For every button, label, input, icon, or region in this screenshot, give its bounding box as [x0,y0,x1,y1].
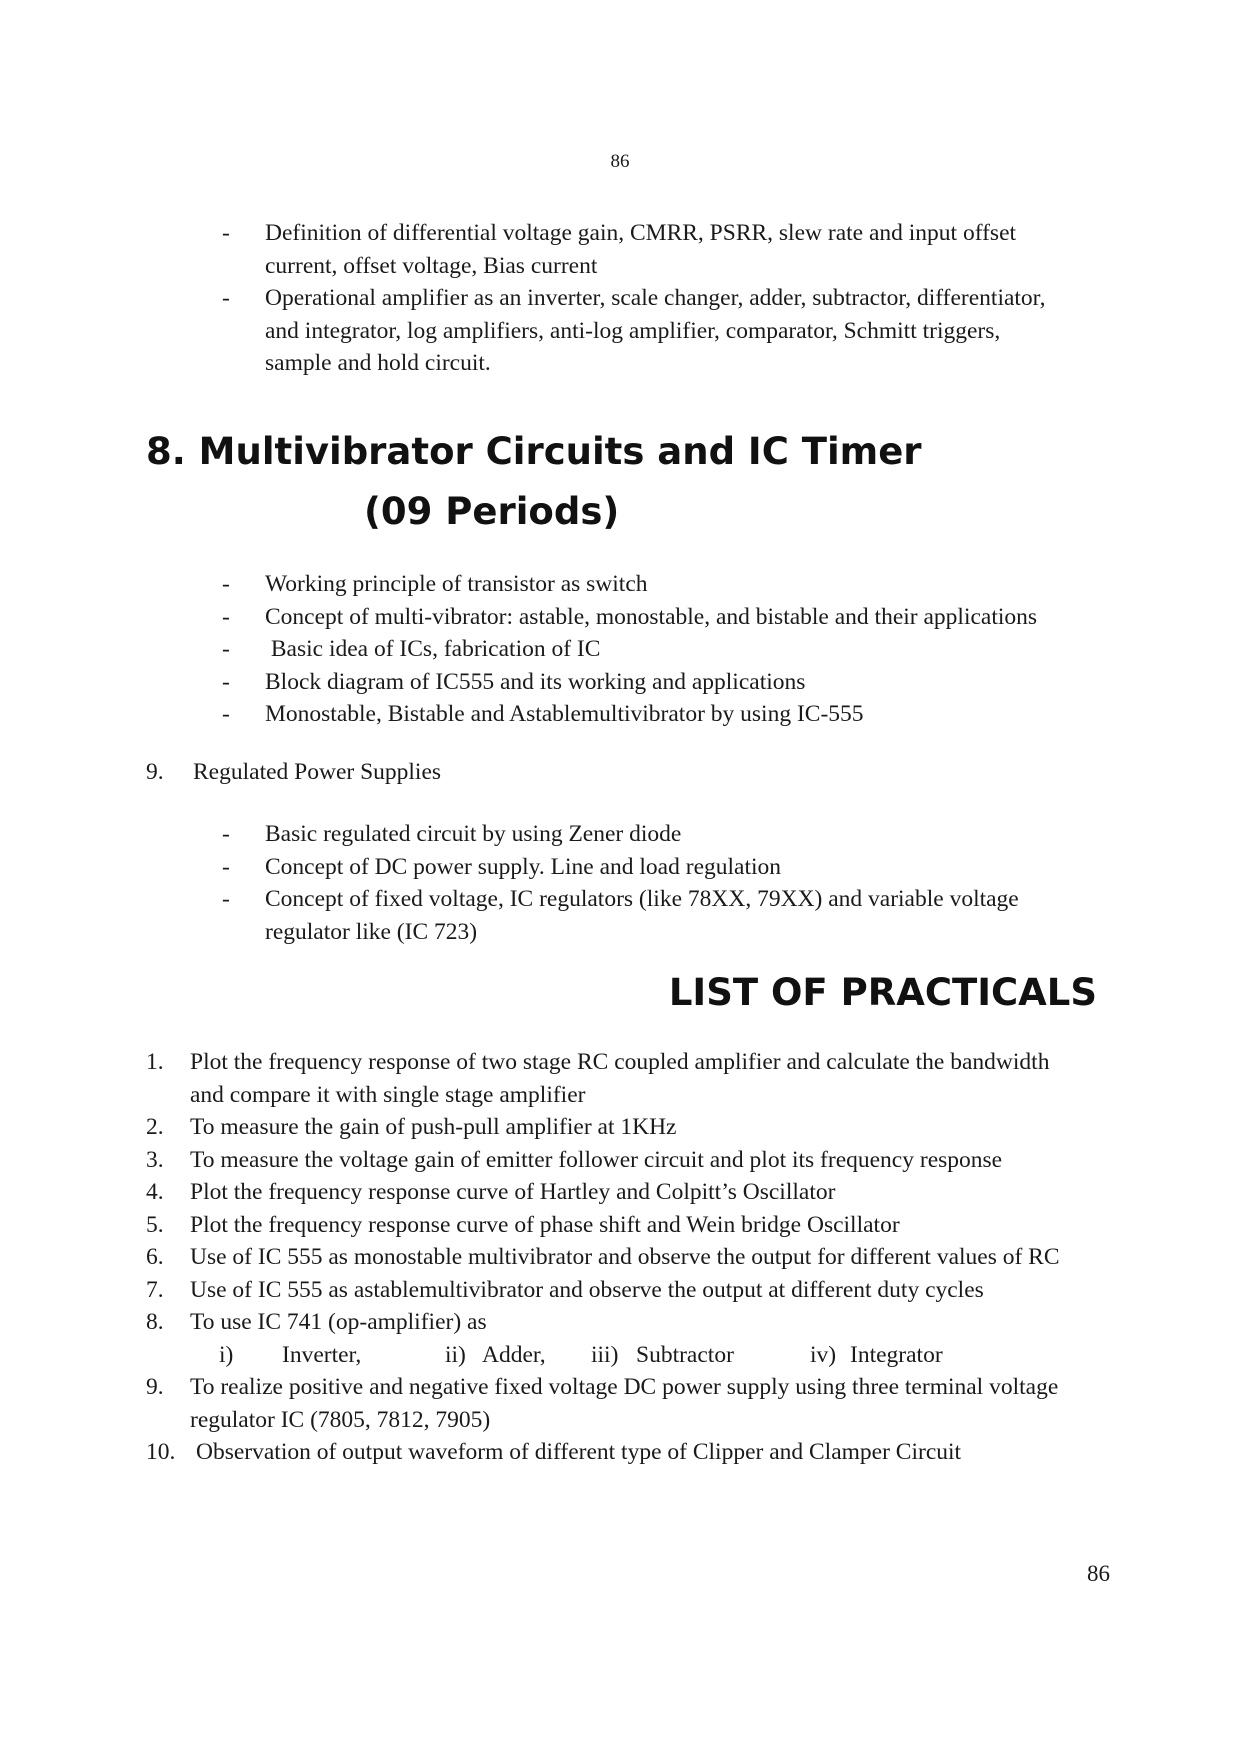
list-item [222,633,1102,666]
item-line: To measure the gain of push-pull amplifier at 1KHz [190,1114,677,1140]
item-line: Concept of fixed voltage, IC regulators (like 78XX, 79XX) and variable voltage [265,886,1019,912]
item-number: 6. [146,1244,164,1270]
section-8-list [222,568,1102,731]
dash-bullet: - [222,603,230,630]
item-line: Concept of multi-vibrator: astable, monostable, and bistable and their applications [265,603,1038,630]
section-8-title: 8. Multivibrator Circuits and IC Timer [146,430,922,473]
practical-item [146,1046,1096,1111]
sub-item-label: Integrator [850,1341,943,1368]
sub-item-label: Subtractor [636,1341,734,1368]
item-line: Working principle of transistor as switch [265,571,648,597]
section-8-periods: (09 Periods) [364,490,620,533]
practical-item [146,1241,1096,1274]
dash-bullet: - [222,668,230,695]
item-line: To use IC 741 (op-amplifier) as [190,1309,487,1335]
item-number: 10. [146,1439,176,1465]
list-item [222,666,1102,699]
item-line: and compare it with single stage amplifier [190,1081,586,1108]
item-line: Monostable, Bistable and Astablemultivibrator by using IC-555 [265,701,864,727]
item-line: Plot the frequency response of two stage RC coupled amplifier and calculate the bandwidth [190,1049,1050,1075]
list-item [222,568,1102,601]
practical-item [146,1371,1096,1436]
sub-item-number: ii) [445,1341,466,1368]
item-line: regulator IC (7805, 7812, 7905) [190,1406,491,1433]
dash-bullet: - [222,853,230,880]
practical-item [146,1144,1096,1177]
dash-bullet: - [222,886,230,912]
item-line: Plot the frequency response curve of Hartley and Colpitt’s Oscillator [190,1179,836,1205]
item-line: regulator like (IC 723) [265,918,478,945]
item-number: 7. [146,1276,164,1303]
item-line: current, offset voltage, Bias current [265,252,598,279]
item-line: Plot the frequency response curve of phase shift and Wein bridge Oscillator [190,1211,900,1238]
dash-bullet: - [222,285,230,311]
sub-items-row [190,1339,1096,1372]
practical-item [146,1209,1096,1242]
item-number: 4. [146,1179,164,1205]
list-item [222,818,1102,851]
sub-item-number: iii) [591,1341,619,1368]
dash-bullet: - [222,821,230,847]
practical-item [146,1274,1096,1307]
item-line: Definition of differential voltage gain, CMRR, PSRR, slew rate and input offset [265,220,1017,246]
item-number: 8. [146,1309,164,1335]
sub-item-label: Adder, [482,1341,546,1368]
item-line: Operational amplifier as an inverter, scale changer, adder, subtractor, differentiator, [265,285,1046,311]
dash-bullet: - [222,571,230,597]
item-line: Concept of DC power supply. Line and load regulation [265,853,782,880]
item-number: 5. [146,1211,164,1238]
practicals-title: LIST OF PRACTICALS [668,971,1097,1014]
item-line: Basic regulated circuit by using Zener diode [265,821,682,847]
item-number: 1. [146,1049,164,1075]
item-number: 2. [146,1114,164,1140]
sub-item-number: iv) [810,1341,837,1368]
item-number: 9. [146,1374,164,1400]
dash-bullet: - [222,701,230,727]
practical-item [146,1111,1096,1144]
sub-item-label: Inverter, [282,1341,362,1368]
list-item [222,282,1102,380]
practical-item [146,1176,1096,1209]
list-item [222,217,1102,282]
section-9-heading [146,756,441,789]
practicals-list [146,1046,1096,1469]
list-item [222,601,1102,634]
page-number-bottom: 86 [1087,1561,1110,1586]
item-line: Observation of output waveform of different type of Clipper and Clamper Circuit [196,1439,962,1465]
dash-bullet: - [222,636,230,662]
item-line: Use of IC 555 as astablemultivibrator and observe the output at different duty cycles [190,1276,984,1303]
item-line: Basic idea of ICs, fabrication of IC [265,636,601,662]
list-item [222,698,1102,731]
intro-list [222,217,1102,380]
dash-bullet: - [222,220,230,246]
list-item [222,851,1102,884]
item-line: To realize positive and negative fixed voltage DC power supply using three terminal voltage [190,1374,1059,1400]
item-line: and integrator, log amplifiers, anti-log amplifier, comparator, Schmitt triggers, [265,317,1001,344]
section-9-title: Regulated Power Supplies [193,759,442,785]
page-number-top: 86 [610,151,630,172]
item-line: sample and hold circuit. [265,350,491,376]
item-line: Use of IC 555 as monostable multivibrator and observe the output for different values of RC [190,1244,1060,1270]
item-number: 3. [146,1146,164,1173]
item-line: Block diagram of IC555 and its working and applications [265,668,806,695]
item-line: To measure the voltage gain of emitter follower circuit and plot its frequency response [190,1146,1003,1173]
practical-item [146,1306,1096,1371]
list-item [222,883,1102,948]
section-9-list [222,818,1102,948]
practical-item [146,1436,1096,1469]
section-9-number: 9. [146,759,164,785]
sub-item-number: i) [219,1341,234,1368]
